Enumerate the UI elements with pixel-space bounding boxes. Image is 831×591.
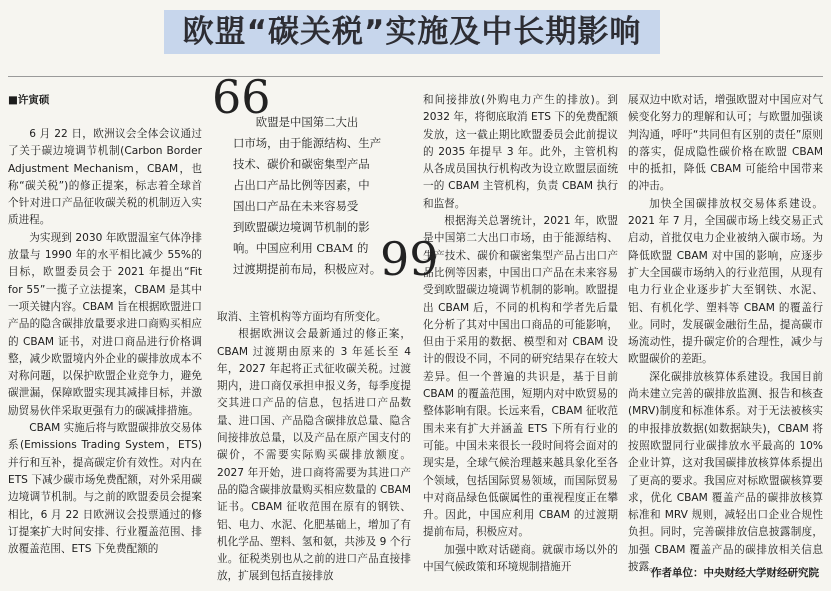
pull-quote-line: 过渡期提前布局，积极应对。 [233,262,382,276]
article-column-1 [8,126,202,586]
pull-quote-line: 占出口产品比例等因素，中 [233,178,370,192]
paragraph: 为实现到 2030 年欧盟温室气体净排放量与 1990 年的水平相比减少 55%的目标，欧盟委员会于 2021 年提出“Fit for 55”一揽子立法提案，CBAM 是其中一项关键内容。CBAM 旨在根据欧盟进口产品的隐含碳排放量要求进口商购买相应的 CBAM 证书，对进口商品进行价格调整，减少欧盟境内外企业的碳排放成本不对称问题，以保护欧盟企业竞争力，避免碳泄漏，保障欧盟实现其减排目标，并激励贸易伙伴采取更强有力的碳减排措施。 [8,231,202,417]
open-quote-mark: 66 [212,70,271,124]
pull-quote-line: 响。中国应利用 CBAM 的 [233,241,369,255]
paragraph: 取消、主管机构等方面均有所变化。 [217,311,387,323]
pull-quote-line: 欧盟是中国第二大出 [255,115,359,129]
paragraph: 加快全国碳排放权交易体系建设。2021 年 7 月，全国碳市场上线交易正式启动，首批仅电力企业被纳入碳市场。为降低欧盟 CBAM 对中国的影响，应逐步扩大全国碳市场纳入的行业范围，从现有电力行业企业逐步扩大至钢铁、水泥、铝、有机化学、塑料等 CBAM 的覆盖行业。同时，发展碳金融衍生品，提高碳市场流动性，提升碳定价的合理性，减少与欧盟碳价的差距。 [628,197,823,366]
byline: ■许寅硕 [8,94,50,106]
headline: 欧盟“碳关税”实施及中长期影响 [182,14,642,50]
paragraph: 6 月 22 日，欧洲议会全体会议通过了关于碳边境调节机制(Carbon Border Adjustment Mechanism，CBAM，也称“碳关税”)的修正提案，标志着全球首个针对进口产品征收碳关税的机制迈入实质进程。 [8,128,202,227]
paragraph: 根据欧洲议会最新通过的修正案，CBAM 过渡期由原来的 3 年延长至 4 年，2027 年起将正式征收碳关税。过渡期内，进口商仅承担申报义务，每季度提交其进口产品的信息，包括进口产品数量、进口国、产品隐含碳排放总量、隐含间接排放总量，以及产品在原产国支付的碳价，不需要实际购买碳排放额度。2027 年开始，进口商将需要为其进口产品的隐含碳排放量购买相应数量的 CBAM 证书。CBAM 征收范围在原有的钢铁、铝、电力、水泥、化肥基础上，增加了有机化学品、塑料、氢和氨，共涉及 9 个行业。征税类别也从之前的进口产品直接排放，扩展到包括直接排放 [217,328,411,583]
close-quote-mark: 99 [380,232,439,286]
pull-quote-line: 口市场，由于能源结构、生产 [233,136,382,150]
pull-quote [233,112,399,280]
paragraph: CBAM 实施后将与欧盟碳排放交易体系(Emissions Trading System，ETS)并行和互补，提高碳定价有效性。对内在 ETS 下减少碳市场免费配额，对外采用碳边境调节机制。与之前的欧盟委员会提案相比，6 月 22 日欧洲议会投票通过的修订提案扩大时间安排、行业覆盖范围、排放覆盖范围、ETS 下免费配额的 [8,422,202,556]
paragraph: 根据海关总署统计，2021 年，欧盟是中国第二大出口市场，由于能源结构、生产技术、碳价和碳密集型产品占出口产品比例等因素，中国出口产品在未来容易受到欧盟碳边境调节机制的影响。欧盟提出 CBAM 后，不同的机构和学者先后量化分析了其对中国出口商品的可能影响，但由于采用的数据、模型和对 CBAM 设计的假设不同，不同的研究结果存在较大差异。但一个普遍的共识是，基于目前 CBAM 的覆盖范围，短期内对中欧贸易的整体影响有限。长远来看，CBAM 征收范围未来有扩大并涵盖 ETS 下所有行业的可能。中国未来很长一段时间将会面对的现实是，全球气候治理越来越具象化至各个领域，包括国际贸易领域，而国际贸易中对商品绿色低碳属性的重视程度正在攀升。因此，中国应利用 CBAM 的过渡期提前布局，积极应对。 [423,215,618,539]
header-rule [8,76,823,77]
article-column-2 [217,309,411,586]
paragraph: 加强中欧对话磋商。就碳市场以外的中国气候政策和环境规制措施开 [423,543,618,574]
pull-quote-line: 到欧盟碳边境调节机制的影 [233,220,370,234]
paragraph: 和间接排放(外购电力产生的排放)。到 2032 年，将彻底取消 ETS 下的免费配额发放，这一截止期比欧盟委员会此前提议的 2035 年提早 3 年。此外，主管机构从各成员国执行机构改为设立欧盟层面统一的 CBAM 主管机构，负责 CBAM 执行和监督。 [423,94,618,210]
paragraph: 深化碳排放核算体系建设。我国目前尚未建立完善的碳排放监测、报告和核查(MRV)制度和标准体系。对于无法被核实的申报排放数据(如数据缺失)，CBAM 将按照欧盟同行业碳排放水平最高的 10% 企业计算，这对我国碳排放核算体系提出了更高的要求。我国应对标欧盟碳核算要求，优化 CBAM 覆盖产品的碳排放核算标准和 MRV 规则，减轻出口企业合规性负担。同时，完善碳排放信息披露制度，加强 CBAM 覆盖产品的碳排放相关信息披露。 [628,370,823,574]
article-column-3 [423,92,618,586]
pull-quote-line: 技术、碳价和碳密集型产品 [233,157,370,171]
author-affiliation: 作者单位：中央财经大学财经研究院 [651,567,819,579]
paragraph: 展双边中欧对话，增强欧盟对中国应对气候变化努力的理解和认可；与欧盟加强谈判沟通，呼吁“共同但有区别的责任”原则的落实，促成隐性碳价格在欧盟 CBAM 中的抵扣，降低 CBAM 可能给中国带来的冲击。 [628,94,823,193]
pull-quote-line: 国出口产品在未来容易受 [233,199,359,213]
